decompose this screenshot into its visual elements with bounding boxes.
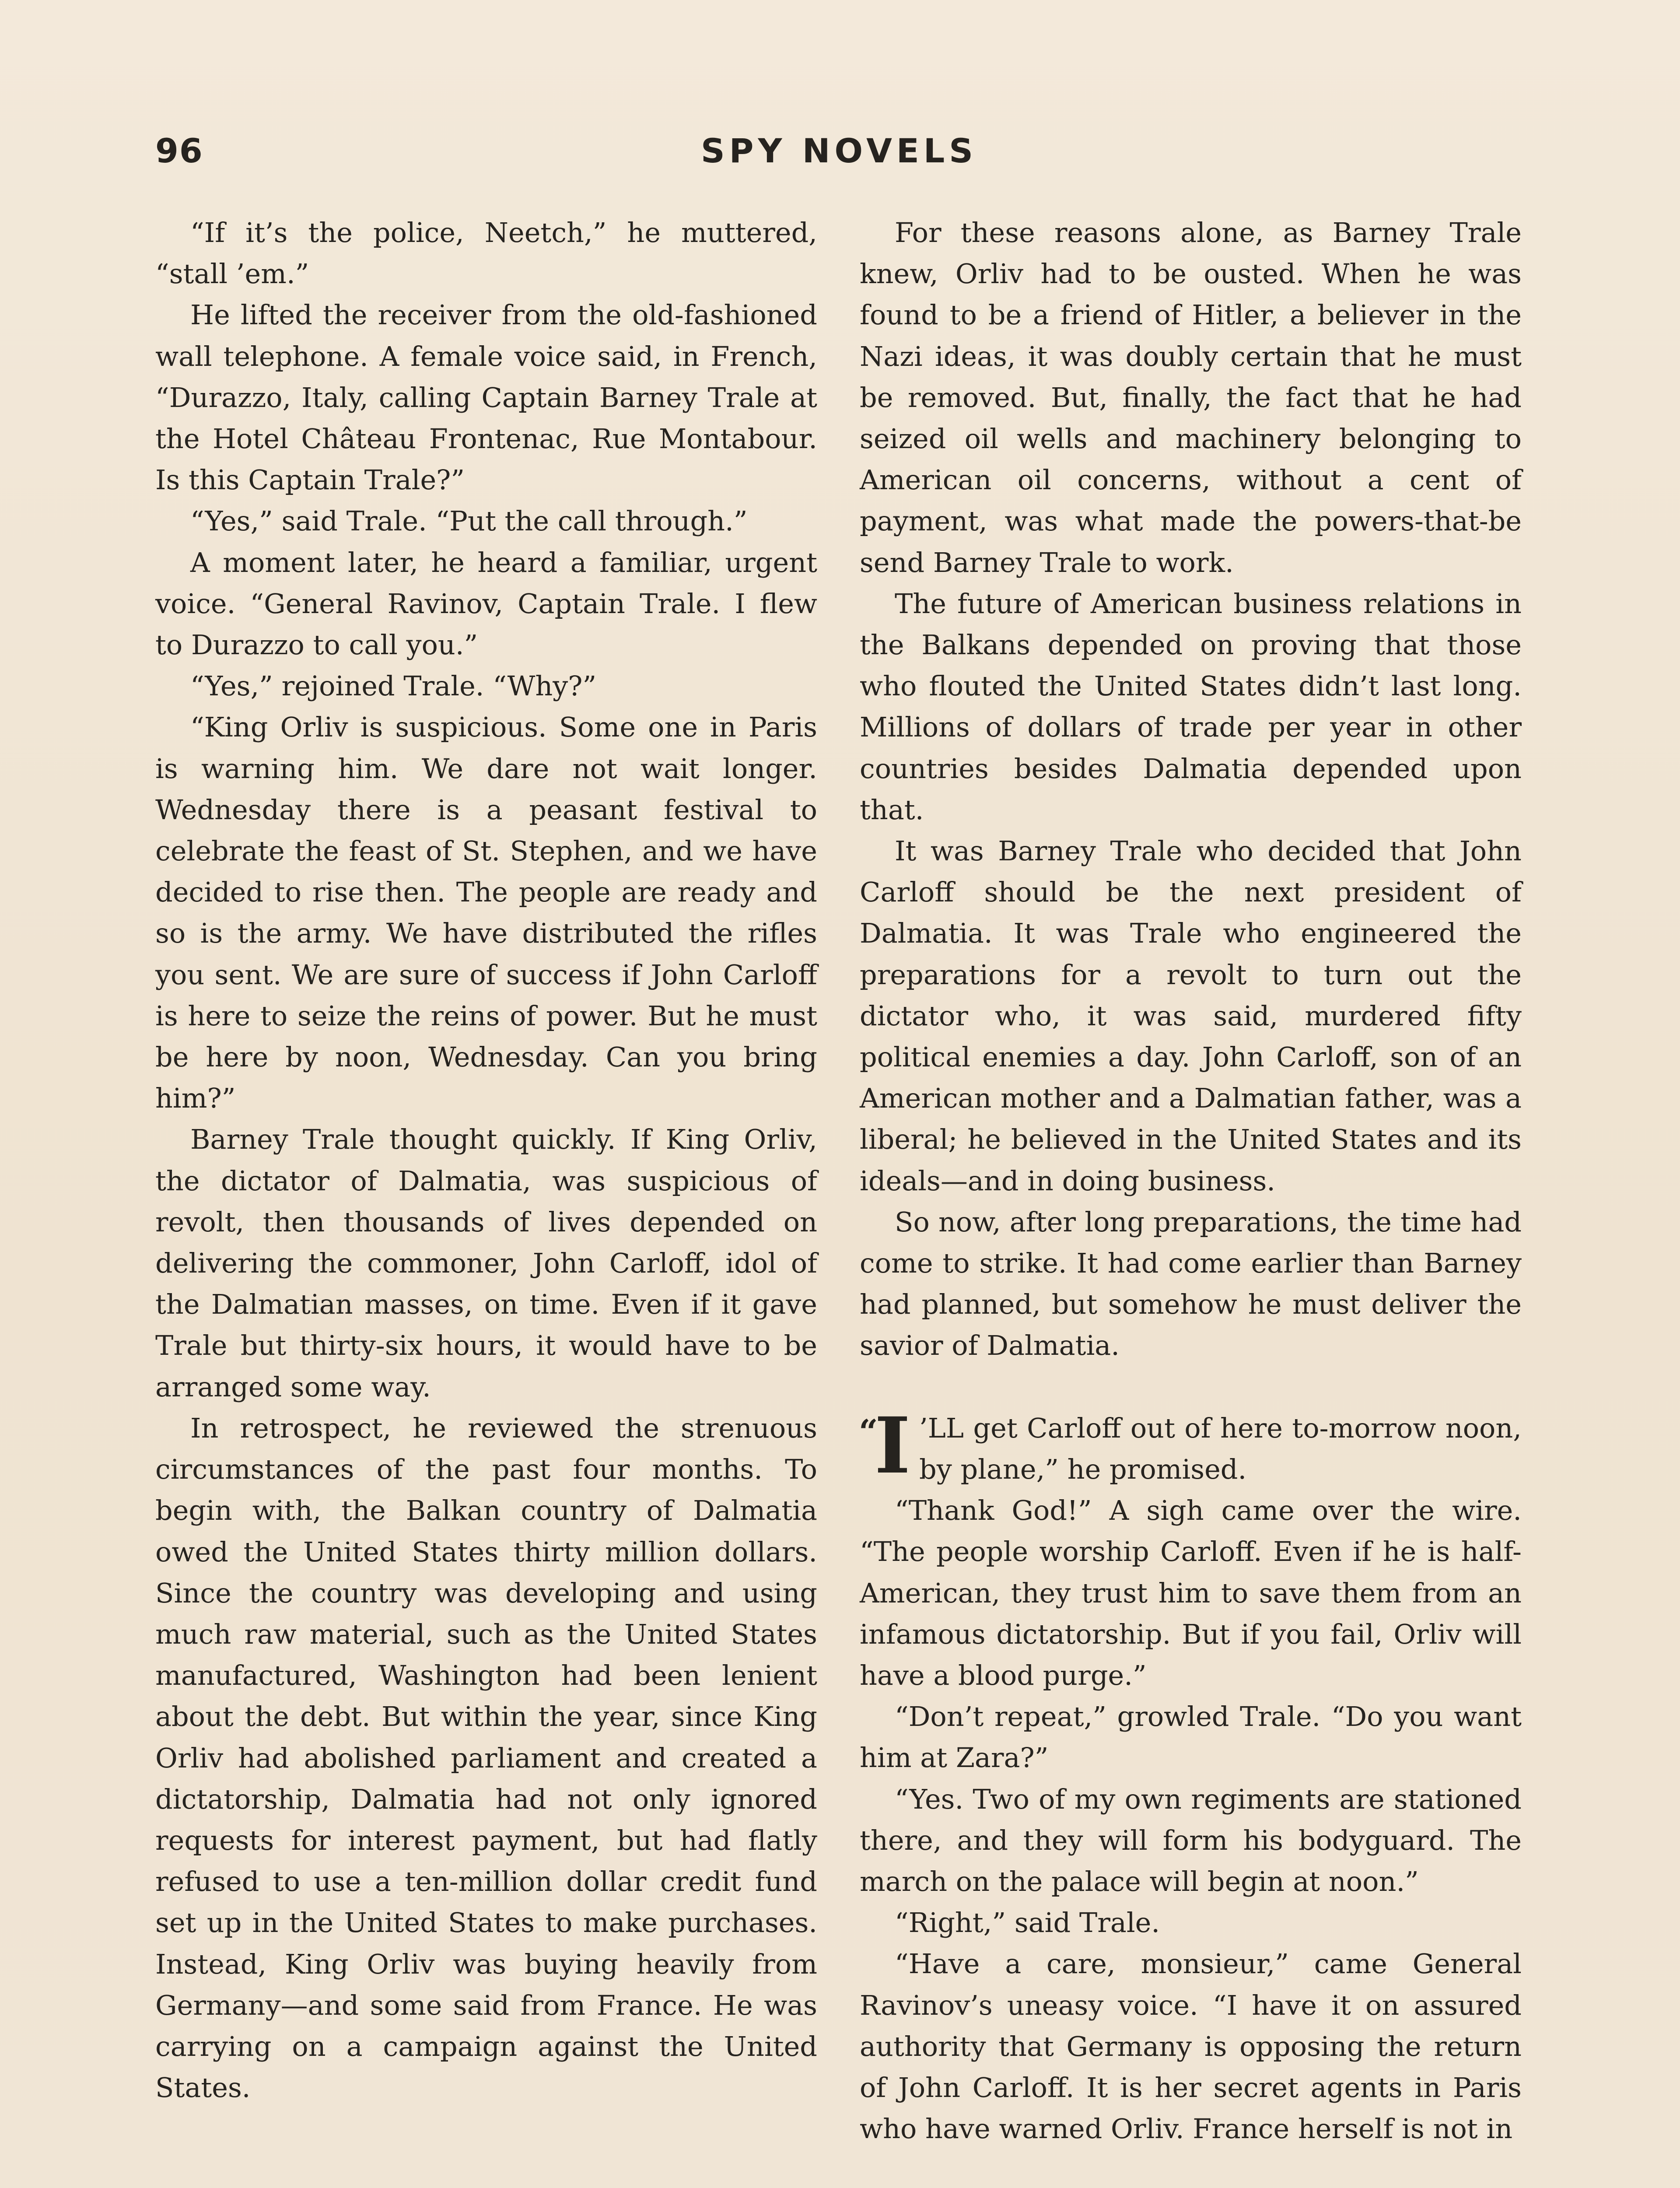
paragraph: Barney Trale thought quickly. If King Orliv, the dictator of Dalmatia, was suspicious of revolt, then thousands of lives depended on delivering the commoner, John Carloff, idol of the Dalmatian masses, on time. Even if it gave Trale but thirty-six hours, it would have to be arranged some way.: [155, 1123, 817, 1403]
paragraph: “Yes,” said Trale. “Put the call through.”: [190, 505, 748, 537]
paragraph: In retrospect, he reviewed the strenuous circumstances of the past four months. To begin with, the Balkan country of Dalmatia owed the United States thirty million dollars. Since the country was developing and using much raw material, such as the United States manufactured, Washington had been lenient about the debt. But within the year, since King Orliv had abolished parliament and created a dictatorship, Dalmatia had not only ignored requests for interest payment, but had flatly refused to use a ten-million dollar credit fund set up in the United States to make purchases. Instead, King Orliv was buying heavily from Germany—and some said from France. He was carrying on a campaign against the United States.: [155, 1412, 817, 2104]
paragraph: It was Barney Trale who decided that John Carloff should be the next president of Dalmatia. It was Trale who engineered the preparations for a revolt to turn out the dictator who, it was said, murdered fifty political enemies a day. John Carloff, son of an American mother and a Dalmatian father, was a liberal; he believed in the United States and its ideals—and in doing business.: [860, 835, 1522, 1197]
paragraph: “Right,” said Trale.: [895, 1907, 1160, 1939]
paragraph: The future of American business relations in the Balkans depended on proving that those who flouted the United States didn’t last long. Millions of dollars of trade per year in other countries besides Dalmatia depended upon that.: [860, 587, 1522, 826]
paragraph: “Yes. Two of my own regiments are stationed there, and they will form his bodyguard. The march on the palace will begin at noon.”: [860, 1783, 1522, 1897]
paragraph: “If it’s the police, Neetch,” he muttered, “stall ’em.”: [155, 217, 817, 290]
running-title: SPY NOVELS: [701, 131, 977, 170]
paragraph: A moment later, he heard a familiar, urgent voice. “General Ravinov, Captain Trale. I flew to Durazzo to call you.”: [155, 546, 817, 661]
paragraph-text: ’LL get Carloff out of here to-morrow noon, by plane,” he promised.: [919, 1412, 1522, 1485]
page-header: [155, 131, 1526, 179]
paragraph: He lifted the receiver from the old-fashioned wall telephone. A female voice said, in French, “Durazzo, Italy, calling Captain Barney Trale at the Hotel Château Frontenac, Rue Montabour. Is this Captain Trale?”: [155, 299, 817, 496]
right-column: [860, 212, 1522, 2149]
section-opening-paragraph: [859, 1400, 1522, 1491]
drop-cap: I: [874, 1400, 911, 1491]
left-column: [155, 212, 817, 2108]
paragraph: “Don’t repeat,” growled Trale. “Do you want him at Zara?”: [860, 1701, 1522, 1774]
page-number: 96: [155, 131, 203, 170]
opening-quote: “: [859, 1412, 878, 1451]
paragraph: “Thank God!” A sigh came over the wire. “The people worship Carloff. Even if he is half-American, they trust him to save them from an infamous dictatorship. But if you fail, Orliv will have a blood purge.”: [860, 1494, 1522, 1691]
paragraph: “Have a care, monsieur,” came General Ravinov’s uneasy voice. “I have it on assured authority that Germany is opposing the return of John Carloff. It is her secret agents in Paris who have warned Orliv. France herself is not in: [860, 1948, 1522, 2145]
paragraph: For these reasons alone, as Barney Trale knew, Orliv had to be ousted. When he was found to be a friend of Hitler, a believer in the Nazi ideas, it was doubly certain that he must be removed. But, finally, the fact that he had seized oil wells and machinery belonging to American oil concerns, without a cent of payment, was what made the powers-that-be send Barney Trale to work.: [860, 217, 1522, 579]
paragraph: So now, after long preparations, the time had come to strike. It had come earlier than Barney had planned, but somehow he must deliver the savior of Dalmatia.: [860, 1206, 1522, 1362]
paragraph: “King Orliv is suspicious. Some one in Paris is warning him. We dare not wait longer. Wednesday there is a peasant festival to celebrate the feast of St. Stephen, and we have decided to rise then. The people are ready and so is the army. We have distributed the rifles you sent. We are sure of success if John Carloff is here to seize the reins of power. But he must be here by noon, Wednesday. Can you bring him?”: [155, 711, 817, 1115]
paragraph: “Yes,” rejoined Trale. “Why?”: [190, 670, 597, 702]
